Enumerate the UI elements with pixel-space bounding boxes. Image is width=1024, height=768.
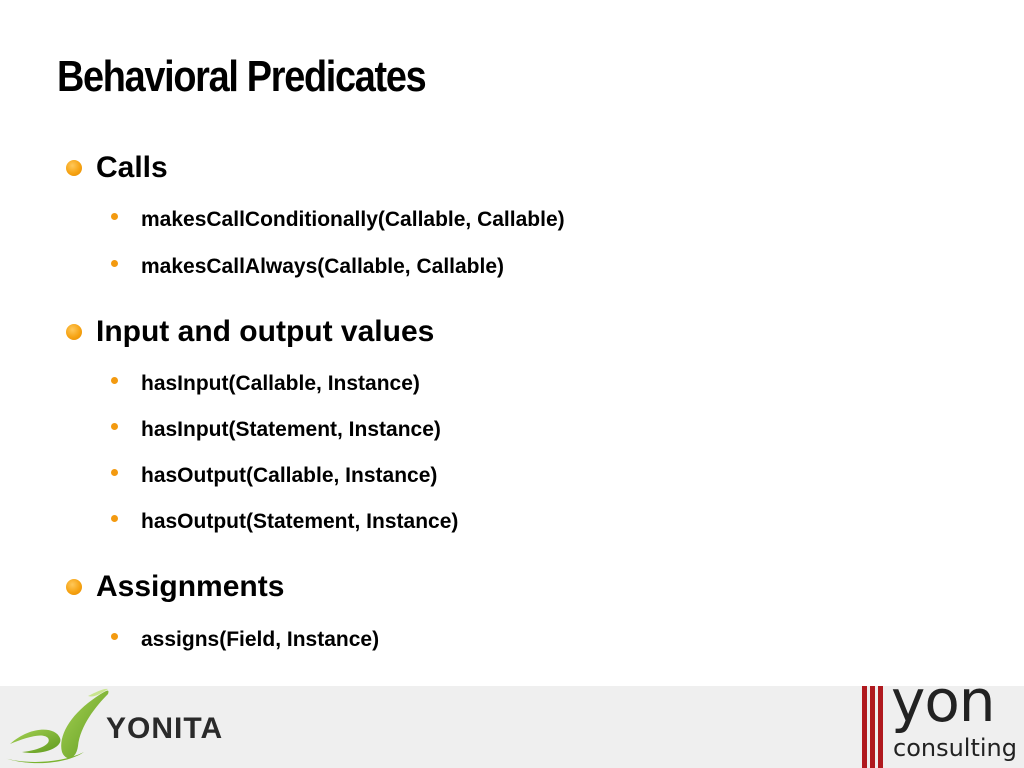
list-item: hasInput(Statement, Instance) [141, 418, 441, 441]
section-bullet-icon [66, 579, 82, 595]
bullet-icon [111, 377, 118, 384]
slide-title: Behavioral Predicates [57, 52, 426, 101]
bullet-icon [111, 469, 118, 476]
list-item: makesCallAlways(Callable, Callable) [141, 255, 504, 278]
list-item: makesCallConditionally(Callable, Callable) [141, 208, 565, 231]
section-heading-calls: Calls [96, 151, 168, 184]
list-item: hasInput(Callable, Instance) [141, 372, 420, 395]
list-item: hasOutput(Callable, Instance) [141, 464, 438, 487]
section-heading-io: Input and output values [96, 315, 435, 348]
section-bullet-icon [66, 160, 82, 176]
list-item: assigns(Field, Instance) [141, 628, 380, 651]
bullet-icon [111, 213, 118, 220]
bullet-icon [111, 515, 118, 522]
bullet-icon [111, 633, 118, 640]
yon-logo-word: yon [891, 667, 995, 735]
section-heading-assignments: Assignments [96, 570, 285, 603]
section-bullet-icon [66, 324, 82, 340]
bullet-icon [111, 260, 118, 267]
yon-logo-subword: consulting [893, 734, 1017, 762]
yonita-logo-text: YONITA [106, 712, 224, 745]
bullet-icon [111, 423, 118, 430]
list-item: hasOutput(Statement, Instance) [141, 510, 459, 533]
